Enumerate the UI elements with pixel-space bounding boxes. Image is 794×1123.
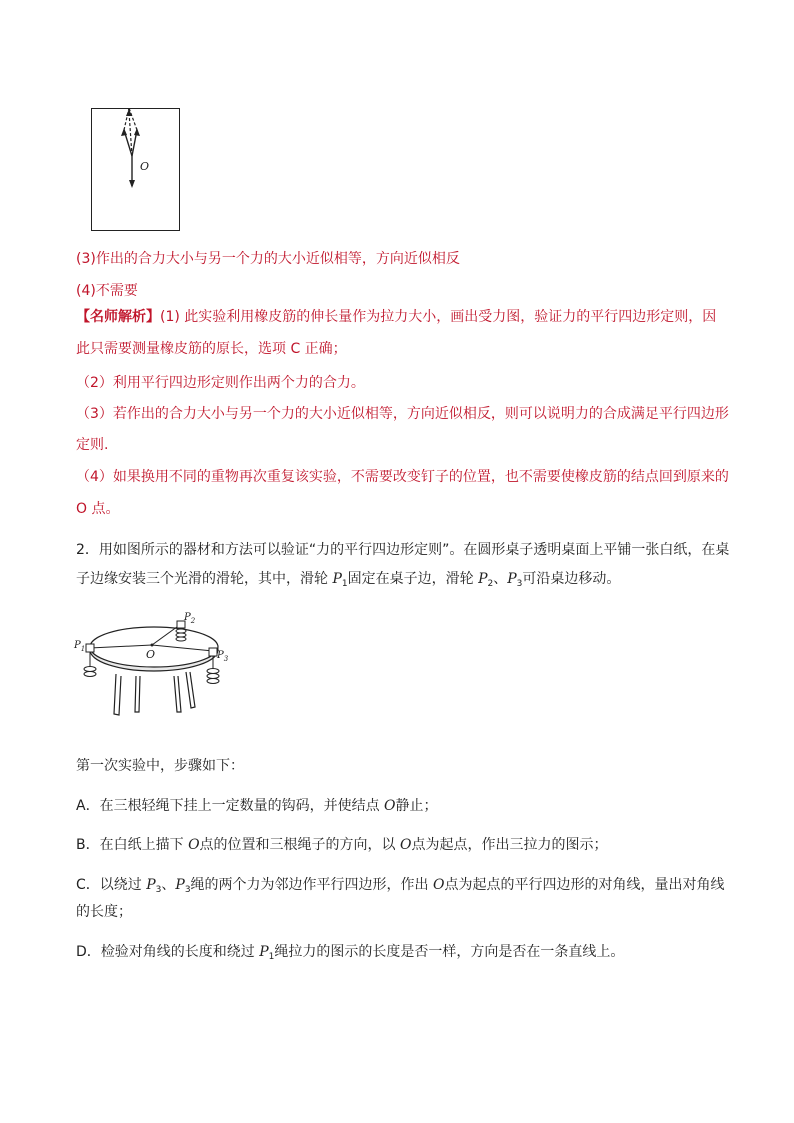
step-c-line2: 的长度； [76,904,132,920]
step-c-post: 点为起点的平行四边形的对角线，量出对角线 [444,877,725,893]
analysis-p1-line2: 此只需要测量橡皮筋的原长，选项 C 正确； [76,341,347,357]
question2-p2-sub: 2 [487,579,494,589]
figure2-label-p1-sub: 1 [80,645,86,653]
analysis-p3-line1: （3）若作出的合力大小与另一个力的大小近似相等，方向近似相反，则可以说明力的合成满足平行四边形 [76,406,729,422]
question2-p1-sub: 1 [341,579,348,589]
step-d [76,942,624,967]
step-a [76,796,438,816]
step-b [76,835,607,855]
analysis-p2: （2）利用平行四边形定则作出两个力的合力。 [76,375,365,391]
step-b-post: 点为起点，作出三拉力的图示； [411,837,608,853]
figure2-label-p1: $P_1$ [74,640,86,653]
analysis-p1-line1 [76,307,716,327]
answer-3: (3)作出的合力大小与另一个力的大小近似相等，方向近似相反 [76,251,460,267]
analysis-p4-line1: （4）如果换用不同的重物再次重复该实验，不需要改变钉子的位置，也不需要使橡皮筋的结点回到原来的 [76,469,729,485]
question2-line2 [76,569,620,594]
figure2-label-p2-sub: 2 [190,617,196,625]
question2-p3: P [507,571,517,587]
step-b-o1: O [188,837,200,853]
figure2-label-p3-sub: 3 [223,655,229,663]
step-b-mid: 点的位置和三根绳子的方向，以 [199,837,400,853]
analysis-p3-line2: 定则. [76,437,109,453]
analysis-tag: 【名师解析】 [76,309,160,325]
step-d-text: D．检验对角线的长度和绕过 [76,944,260,960]
analysis-p4-line2: O 点。 [76,501,120,517]
force-diagram-figure [91,108,181,232]
analysis-p1-text: (1) 此实验利用橡皮筋的伸长量作为拉力大小，画出受力图，验证力的平行四边形定则，因 [160,309,717,325]
step-b-text: B．在白纸上描下 [76,837,189,853]
step-c-p-sub1: 3 [155,885,162,895]
step-c-text: C．以绕过 [76,877,147,893]
round-table-figure [74,612,234,724]
step-c-p-sub2: 3 [184,885,191,895]
question2-text-b: 固定在桌子边，滑轮 [347,571,479,587]
step-c-mid: 绳的两个力为邻边作平行四边形，作出 [190,877,433,893]
steps-intro: 第一次实验中，步骤如下： [76,758,244,774]
question2-text-c: 可沿桌边移动。 [522,571,621,587]
step-d-p-sub: 1 [268,952,275,962]
answer-4: (4)不需要 [76,283,138,299]
step-a-o: O [384,798,396,814]
question2-p3-sub: 3 [516,579,523,589]
question2-p1: P [332,571,342,587]
question2-line1: 2．用如图所示的器材和方法可以验证“力的平行四边形定则”。在圆形桌子透明桌面上平铺一张白纸，在桌 [76,542,730,558]
figure1-label-o: O [140,160,150,173]
step-c-p: P [146,877,156,893]
step-c-p2: P [175,877,185,893]
step-c-sep: 、 [161,877,176,893]
step-b-o2: O [400,837,412,853]
step-c [76,875,724,900]
figure2-label-o: O [146,648,156,661]
figure2-label-p3: $P_3$ [217,650,229,663]
step-a-post: 静止； [395,798,438,814]
question2-p2: P [478,571,488,587]
step-d-p: P [259,944,269,960]
step-d-post: 绳拉力的图示的长度是否一样，方向是否在一条直线上。 [274,944,625,960]
figure2-label-p2: $P_2$ [184,612,196,625]
question2-sep: 、 [493,571,508,587]
question2-text-a: 子边缘安装三个光滑的滑轮，其中，滑轮 [76,571,333,587]
step-c-o: O [433,877,445,893]
step-a-text: A．在三根轻绳下挂上一定数量的钩码，并使结点 [76,798,385,814]
